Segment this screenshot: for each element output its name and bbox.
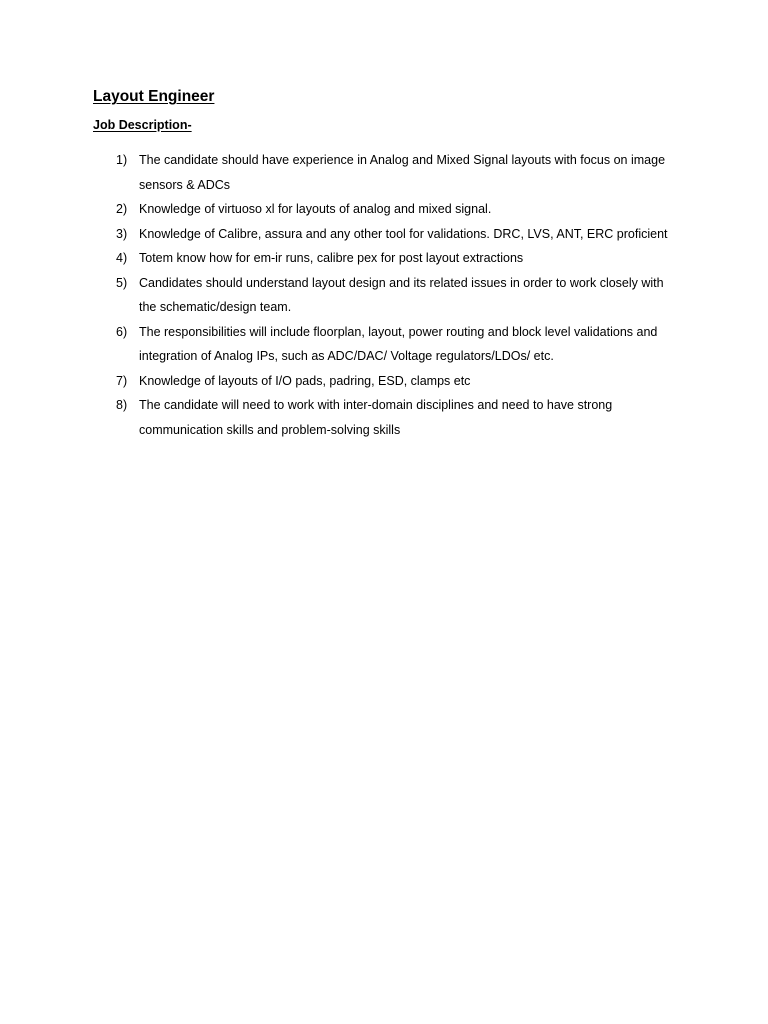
list-item-number: 4) xyxy=(116,251,128,265)
list-item-number: 1) xyxy=(116,153,128,167)
list-item xyxy=(0,222,679,247)
list-item-number: 3) xyxy=(116,226,128,241)
list-item-text: The candidate should have experience in Analog and Mixed Signal layouts with focus on image sensors & ADCs xyxy=(139,153,666,192)
list-item xyxy=(0,271,679,320)
list-item-text: The responsibilities will include floorplan, layout, power routing and block level validations and integration of Analog IPs, such as ADC/DAC/ Voltage regulators/LDOs/ etc. xyxy=(139,324,658,363)
section-heading: Job Description- xyxy=(93,118,192,132)
list-item xyxy=(0,369,679,394)
list-item-text: Knowledge of layouts of I/O pads, padring, ESD, clamps etc xyxy=(139,373,471,388)
list-item-text: The candidate will need to work with inter-domain disciplines and need to have strong communication skills and problem-solving skills xyxy=(139,398,613,437)
list-item-text: Candidates should understand layout design and its related issues in order to work closely with the schematic/design team. xyxy=(139,275,664,314)
list-item-text: Knowledge of Calibre, assura and any other tool for validations. DRC, LVS, ANT, ERC proficient xyxy=(139,226,668,241)
list-item xyxy=(0,393,679,442)
list-item-text: Knowledge of virtuoso xl for layouts of analog and mixed signal. xyxy=(139,202,492,216)
list-item xyxy=(0,148,679,197)
list-item xyxy=(0,246,679,271)
list-item xyxy=(0,197,679,222)
list-item xyxy=(0,320,679,369)
list-item-number: 6) xyxy=(116,324,128,339)
list-item-number: 5) xyxy=(116,275,128,290)
list-item-number: 7) xyxy=(116,373,128,388)
list-item-number: 2) xyxy=(116,202,128,216)
requirements-list xyxy=(0,148,768,442)
page-title: Layout Engineer xyxy=(93,88,215,105)
list-item-text: Totem know how for em-ir runs, calibre pex for post layout extractions xyxy=(139,251,524,265)
list-item-number: 8) xyxy=(116,398,128,412)
